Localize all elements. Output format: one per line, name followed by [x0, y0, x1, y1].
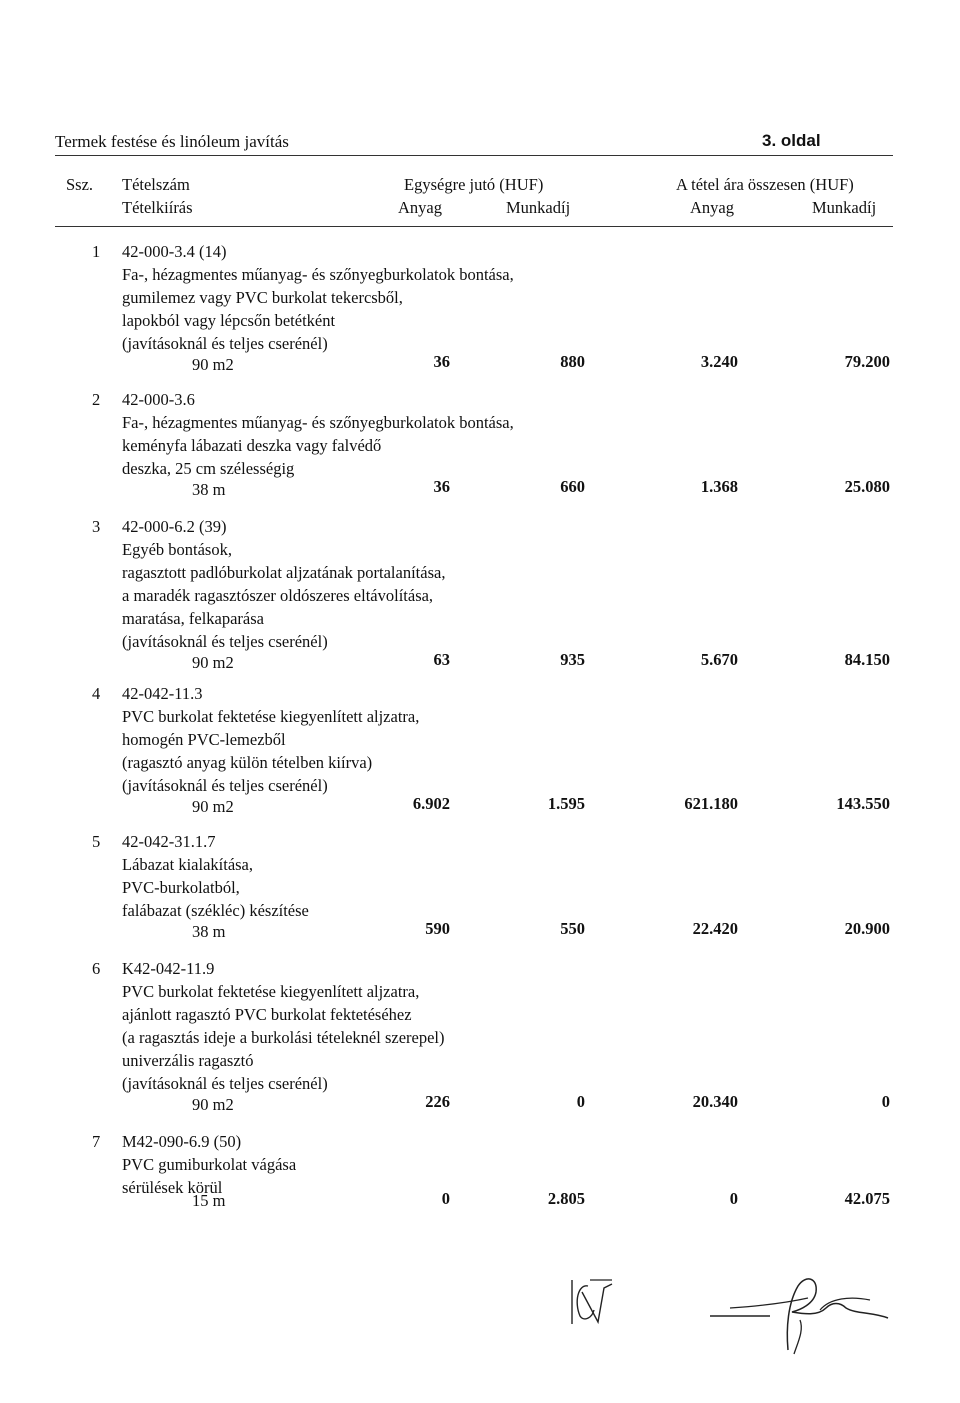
- item-desc-line: falábazat (székléc) készítése: [122, 901, 309, 920]
- item-code: 42-042-31.1.7: [122, 832, 216, 851]
- item-desc-line: sérülések körül: [122, 1178, 223, 1197]
- total-munkadij-value: 143.550: [836, 794, 890, 813]
- item-code: 42-000-3.6: [122, 390, 195, 409]
- unit-munkadij-value: 2.805: [547, 1189, 585, 1208]
- unit-anyag-value: 0: [441, 1189, 450, 1208]
- header-rule: [55, 155, 893, 156]
- item-desc-line: deszka, 25 cm szélességig: [122, 459, 295, 478]
- item-desc-line: PVC burkolat fektetése kiegyenlített aljzatra,: [122, 982, 420, 1001]
- full-signature: [700, 1268, 900, 1358]
- item-desc-line: a maradék ragasztószer oldószeres eltávolítása,: [122, 586, 434, 605]
- item-desc-line: Lábazat kialakítása,: [122, 855, 254, 874]
- item-quantity: 38 m: [192, 922, 226, 941]
- col-total-anyag: Anyag: [690, 198, 734, 217]
- item-code: M42-090-6.9 (50): [122, 1132, 242, 1151]
- item-desc-line: PVC burkolat fektetése kiegyenlített aljzatra,: [122, 707, 420, 726]
- item-desc-line: lapokból vagy lépcsőn betétként: [122, 311, 336, 330]
- item-code: 42-042-11.3: [122, 684, 203, 703]
- item-number: 3: [92, 517, 101, 536]
- col-tetelkiiras: Tételkiírás: [122, 198, 193, 217]
- item-number: 1: [92, 242, 101, 261]
- total-munkadij-value: 42.075: [844, 1189, 890, 1208]
- unit-munkadij-value: 880: [560, 352, 585, 371]
- item-desc-line: (javításoknál és teljes cserénél): [122, 632, 328, 651]
- unit-munkadij-value: 0: [576, 1092, 585, 1111]
- page-number: 3. oldal: [762, 131, 821, 150]
- total-munkadij-value: 84.150: [844, 650, 890, 669]
- col-tetelszam: Tételszám: [122, 175, 190, 194]
- item-desc-line: (ragasztó anyag külön tételben kiírva): [122, 753, 373, 772]
- total-munkadij-value: 79.200: [844, 352, 890, 371]
- item-desc-line: ragasztott padlóburkolat aljzatának portalanítása,: [122, 563, 446, 582]
- item-desc-line: PVC gumiburkolat vágása: [122, 1155, 297, 1174]
- item-code: 42-000-3.4 (14): [122, 242, 227, 261]
- unit-anyag-value: 6.902: [412, 794, 450, 813]
- col-total-munkadij: Munkadíj: [812, 198, 877, 217]
- unit-munkadij-value: 935: [560, 650, 585, 669]
- item-desc-line: Fa-, hézagmentes műanyag- és szőnyegburkolatok bontása,: [122, 265, 514, 284]
- col-unit-anyag: Anyag: [398, 198, 442, 217]
- item-desc-line: (javításoknál és teljes cserénél): [122, 1074, 328, 1093]
- item-code: 42-000-6.2 (39): [122, 517, 227, 536]
- item-desc-line: keményfa lábazati deszka vagy falvédő: [122, 436, 382, 455]
- page-title: Termek festése és linóleum javítás: [55, 132, 289, 151]
- total-anyag-value: 3.240: [700, 352, 738, 371]
- item-quantity: 38 m: [192, 480, 226, 499]
- col-total-price: A tétel ára összesen (HUF): [676, 175, 854, 194]
- item-desc-line: (a ragasztás ideje a burkolási tételeknél szerepel): [122, 1028, 445, 1047]
- col-unit-munkadij: Munkadíj: [506, 198, 571, 217]
- unit-munkadij-value: 550: [560, 919, 585, 938]
- item-desc-line: PVC-burkolatból,: [122, 878, 240, 897]
- item-desc-line: (javításoknál és teljes cserénél): [122, 776, 328, 795]
- initials-signature: [560, 1272, 620, 1332]
- item-quantity: 90 m2: [192, 797, 234, 816]
- item-quantity: 90 m2: [192, 1095, 234, 1114]
- total-munkadij-value: 20.900: [844, 919, 890, 938]
- item-quantity: 90 m2: [192, 355, 234, 374]
- item-code: K42-042-11.9: [122, 959, 215, 978]
- total-anyag-value: 5.670: [700, 650, 738, 669]
- item-number: 7: [92, 1132, 101, 1151]
- item-desc-line: homogén PVC-lemezből: [122, 730, 286, 749]
- item-desc-line: (javításoknál és teljes cserénél): [122, 334, 328, 353]
- item-desc-line: ajánlott ragasztó PVC burkolat fektetéséhez: [122, 1005, 412, 1024]
- item-desc-line: maratása, felkaparása: [122, 609, 264, 628]
- total-anyag-value: 20.340: [692, 1092, 738, 1111]
- item-quantity: 90 m2: [192, 653, 234, 672]
- unit-anyag-value: 63: [433, 650, 450, 669]
- total-anyag-value: 22.420: [692, 919, 738, 938]
- item-desc-line: univerzális ragasztó: [122, 1051, 254, 1070]
- item-number: 6: [92, 959, 101, 978]
- item-number: 5: [92, 832, 101, 851]
- unit-munkadij-value: 1.595: [547, 794, 585, 813]
- total-munkadij-value: 0: [881, 1092, 890, 1111]
- item-quantity: 15 m: [192, 1191, 226, 1210]
- total-anyag-value: 621.180: [684, 794, 738, 813]
- item-desc-line: Egyéb bontások,: [122, 540, 232, 559]
- unit-anyag-value: 226: [425, 1092, 450, 1111]
- columns-rule: [55, 226, 893, 227]
- unit-munkadij-value: 660: [560, 477, 585, 496]
- item-number: 2: [92, 390, 101, 409]
- item-number: 4: [92, 684, 101, 703]
- item-desc-line: Fa-, hézagmentes műanyag- és szőnyegburkolatok bontása,: [122, 413, 514, 432]
- unit-anyag-value: 36: [433, 352, 450, 371]
- unit-anyag-value: 590: [425, 919, 450, 938]
- col-unit-price: Egységre jutó (HUF): [404, 175, 544, 194]
- total-anyag-value: 1.368: [700, 477, 738, 496]
- col-ssz: Ssz.: [66, 175, 94, 194]
- item-desc-line: gumilemez vagy PVC burkolat tekercsből,: [122, 288, 403, 307]
- total-anyag-value: 0: [729, 1189, 738, 1208]
- unit-anyag-value: 36: [433, 477, 450, 496]
- total-munkadij-value: 25.080: [844, 477, 890, 496]
